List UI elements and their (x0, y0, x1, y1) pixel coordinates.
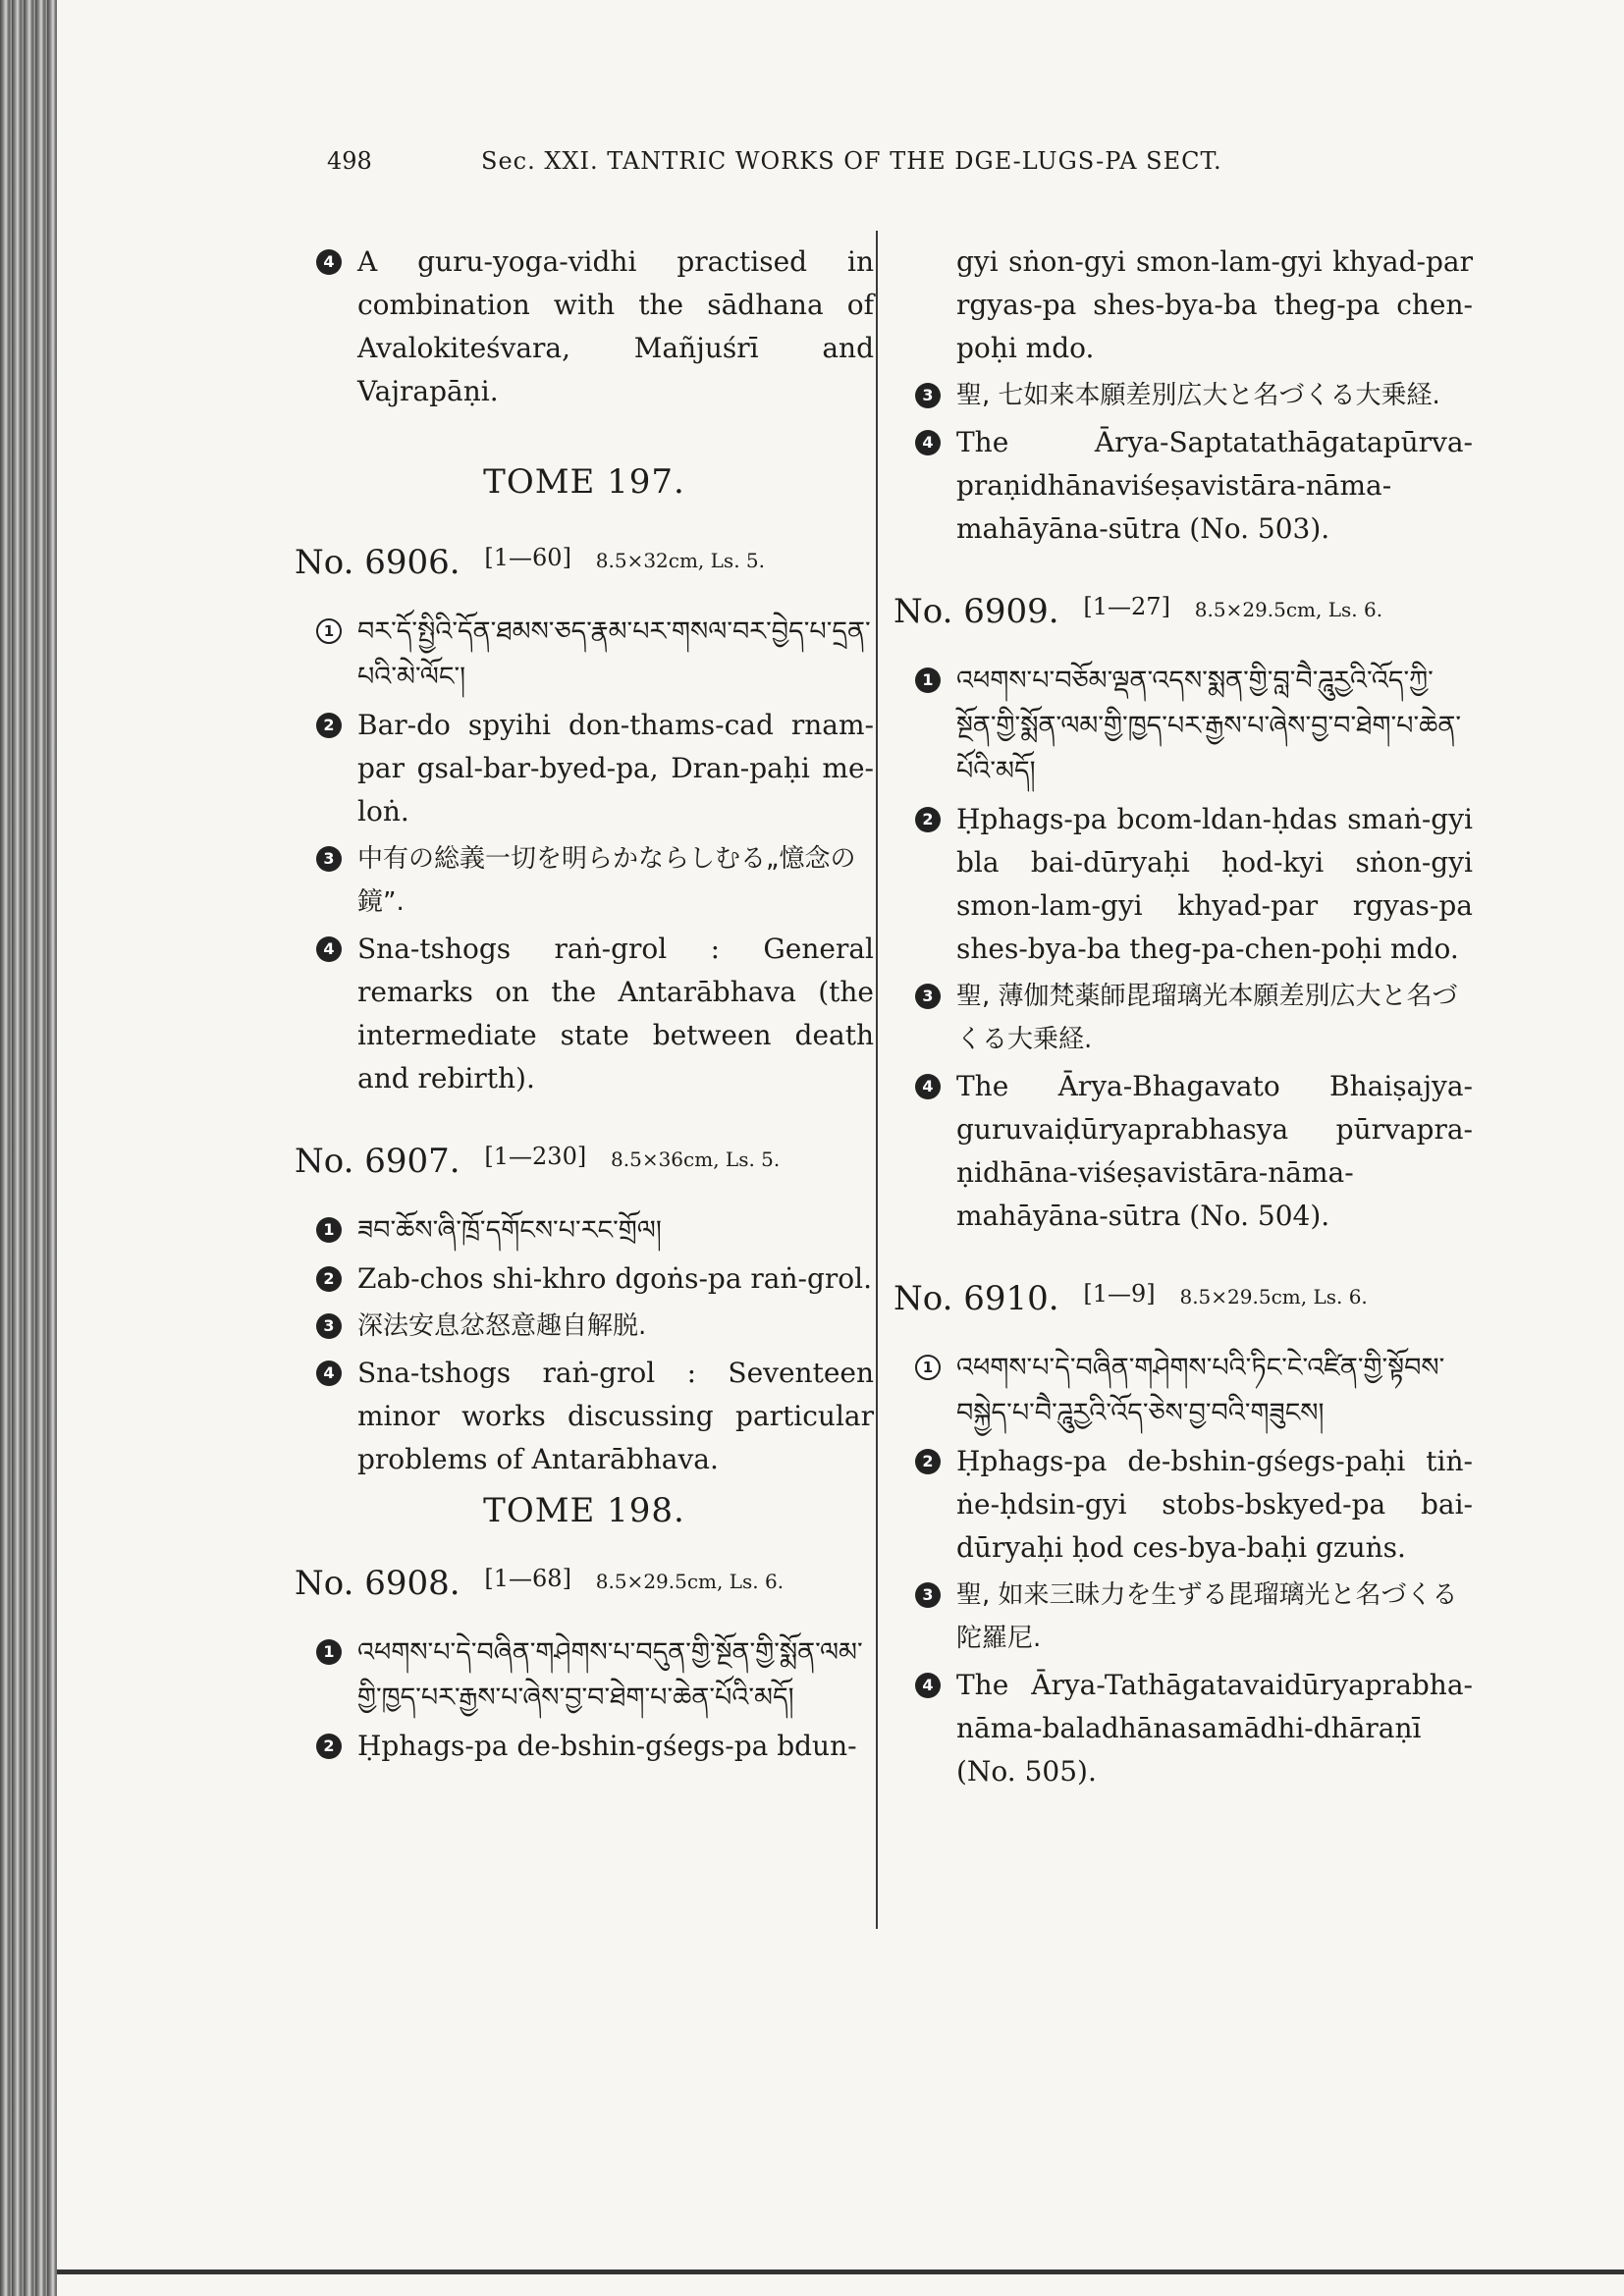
entry-6910-english (893, 1664, 1473, 1793)
entry-6908-english (893, 421, 1473, 551)
entry-6907-english (295, 1352, 874, 1481)
marker-2-icon: 2 (915, 1449, 941, 1474)
marker-2-icon: 2 (915, 807, 941, 832)
entry-dims: 8.5×29.5cm, Ls. 6. (595, 1570, 785, 1593)
book-spine-shadow (0, 0, 57, 2296)
marker-1-icon: 1 (915, 1355, 941, 1380)
entry-6907-romanized (295, 1257, 874, 1301)
intro-item (295, 240, 874, 413)
romanized-text: gyi sṅon-gyi smon-lam-gyi khyad-par rgyas-pa shes-bya-ba theg-pa chen-poḥi mdo. (956, 245, 1473, 364)
marker-3-icon: 3 (915, 383, 941, 408)
marker-3-icon: 3 (316, 846, 342, 872)
marker-2-icon: 2 (316, 713, 342, 738)
entry-6907-tibetan (295, 1208, 874, 1254)
entry-6909-heading (893, 592, 1473, 631)
entry-6910-tibetan (893, 1346, 1473, 1436)
entry-pages: [1—9] (1083, 1280, 1156, 1308)
marker-4-icon: 4 (915, 430, 941, 455)
tibetan-text: བར་དོ་སྤྱིའི་དོན་ཐམས་ཅད་རྣམ་པར་གསལ་བར་བྱེད་པ་དྲན་པའི་མེ་ལོང་། (357, 616, 871, 692)
entry-6909-romanized (893, 798, 1473, 971)
entry-6908-romanized-start (295, 1725, 874, 1768)
romanized-text: Bar-do spyihi don-thams-cad rnam-par gsal-bar-byed-pa, Dran-paḥi me-loṅ. (357, 709, 874, 828)
tibetan-text: འཕགས་པ་བཅོམ་ལྡན་འདས་སྨན་གྱི་བླ་བཻ་ཌཱུརྱའི་འོད་ཀྱི་སྔོན་གྱི་སྨོན་ལམ་གྱི་ཁྱད་པར་རྒྱས་པ་ཞེས་བྱ་བ་ཐེག་པ་ཆེན་པོའི་མདོ། (956, 666, 1462, 786)
japanese-text: 聖, 七如来本願差別広大と名づくる大乗経. (956, 381, 1440, 410)
marker-3-icon: 3 (316, 1313, 342, 1339)
romanized-text: Ḥphags-pa de-bshin-gśegs-pa bdun- (357, 1730, 857, 1762)
marker-1-icon: 1 (316, 618, 342, 644)
tibetan-text: འཕགས་པ་དེ་བཞིན་གཤེགས་པའི་ཏིང་ངེ་འཛིན་གྱི་སྟོབས་བསྐྱེད་པ་བཻ་ཌཱུརྱའི་འོད་ཅེས་བྱ་བའི་གཟུངས། (956, 1353, 1445, 1428)
entry-number: No. 6909. (893, 592, 1059, 631)
entry-6906-tibetan (295, 610, 874, 700)
tome-198-heading: TOME 198. (483, 1491, 685, 1530)
entry-6908-tibetan (295, 1630, 874, 1721)
entry-6907-japanese (295, 1305, 874, 1348)
entry-6906-heading (295, 543, 874, 582)
entry-number: No. 6910. (893, 1279, 1059, 1318)
japanese-text: 中有の総義一切を明らかならしむる„憶念の鏡”. (357, 844, 856, 917)
marker-3-icon: 3 (915, 1582, 941, 1608)
running-head: Sec. XXI. TANTRIC WORKS OF THE DGE-LUGS-PA SECT. (481, 147, 1222, 175)
entry-dims: 8.5×32cm, Ls. 5. (595, 549, 765, 572)
romanized-text: Zab-chos shi-khro dgoṅs-pa raṅ-grol. (357, 1262, 873, 1295)
entry-6908-romanized-end (893, 240, 1473, 370)
entry-6907-heading (295, 1142, 874, 1181)
entry-dims: 8.5×36cm, Ls. 5. (611, 1148, 781, 1171)
entry-6910-romanized (893, 1440, 1473, 1570)
entry-number: No. 6907. (295, 1142, 460, 1181)
marker-1-icon: 1 (316, 1639, 342, 1665)
marker-4-icon: 4 (316, 249, 342, 275)
entry-6909-english (893, 1065, 1473, 1238)
tibetan-text: ཟབ་ཆོས་ཞི་ཁྲོ་དགོངས་པ་རང་གྲོལ། (357, 1215, 662, 1246)
entry-6910-japanese (893, 1574, 1473, 1660)
tibetan-text: འཕགས་པ་དེ་བཞིན་གཤེགས་པ་བདུན་གྱི་སྔོན་གྱི་སྨོན་ལམ་གྱི་ཁྱད་པར་རྒྱས་པ་ཞེས་བྱ་བ་ཐེག་པ་ཆེན་པོའི་མདོ། (357, 1637, 863, 1713)
page-bottom-edge (57, 2269, 1624, 2274)
entry-pages: [1—27] (1083, 593, 1170, 620)
marker-2-icon: 2 (316, 1266, 342, 1292)
english-text: The Ārya-Bhagavato Bhaiṣajya-guruvaiḍūryaprabhasya pūrvapra-ṇidhāna-viśeṣavistāra-nāma-mahāyāna-sūtra (No. 504). (956, 1070, 1473, 1232)
entry-6908-heading (295, 1564, 874, 1603)
romanized-text: Ḥphags-pa de-bshin-gśegs-paḥi tiṅ-ṅe-ḥdsin-gyi stobs-bskyed-pa bai-dūryaḥi ḥod ces-bya-baḥi gzuṅs. (956, 1445, 1473, 1564)
marker-4-icon: 4 (316, 936, 342, 962)
entry-number: No. 6906. (295, 543, 460, 582)
entry-number: No. 6908. (295, 1564, 460, 1603)
english-text: The Ārya-Saptatathāgatapūrva-praṇidhānaviśeṣavistāra-nāma-mahāyāna-sūtra (No. 503). (956, 426, 1473, 545)
entry-6906-japanese (295, 837, 874, 924)
entry-pages: [1—230] (484, 1143, 587, 1170)
entry-pages: [1—60] (484, 544, 571, 571)
marker-1-icon: 1 (915, 667, 941, 693)
marker-3-icon: 3 (915, 984, 941, 1009)
japanese-text: 聖, 薄伽梵薬師毘瑠璃光本願差別広大と名づくる大乗経. (956, 982, 1458, 1054)
marker-4-icon: 4 (915, 1074, 941, 1099)
marker-1-icon: 1 (316, 1217, 342, 1243)
marker-2-icon: 2 (316, 1734, 342, 1759)
japanese-text: 深法安息忿怒意趣自解脱. (357, 1311, 647, 1341)
entry-6906-english (295, 928, 874, 1100)
entry-6909-japanese (893, 975, 1473, 1061)
marker-4-icon: 4 (316, 1361, 342, 1386)
english-text: Sna-tshogs raṅ-grol : General remarks on the Antarābhava (the intermediate state between death and rebirth). (357, 933, 874, 1095)
intro-text: A guru-yoga-vidhi practised in combination with the sādhana of Avalokiteśvara, Mañjuśrī and Vajrapāṇi. (357, 245, 874, 407)
entry-dims: 8.5×29.5cm, Ls. 6. (1194, 598, 1383, 621)
english-text: The Ārya-Tathāgatavaidūryaprabha-nāma-baladhānasamādhi-dhāraṇī (No. 505). (956, 1669, 1473, 1788)
right-column (893, 240, 1473, 1797)
tome-197-heading: TOME 197. (483, 462, 685, 502)
entry-6906-romanized (295, 704, 874, 833)
column-divider (876, 231, 878, 1929)
entry-6909-tibetan (893, 659, 1473, 794)
page-number: 498 (327, 147, 372, 175)
entry-dims: 8.5×29.5cm, Ls. 6. (1179, 1285, 1368, 1308)
left-column (295, 240, 874, 1772)
english-text: Sna-tshogs raṅ-grol : Seventeen minor works discussing particular problems of Antarābhava. (357, 1357, 874, 1475)
page-header (0, 147, 1624, 187)
entry-pages: [1—68] (484, 1565, 571, 1592)
japanese-text: 聖, 如来三昧力を生ずる毘瑠璃光と名づくる陀羅尼. (956, 1580, 1458, 1653)
romanized-text: Ḥphags-pa bcom-ldan-ḥdas smaṅ-gyi bla bai-dūryaḥi ḥod-kyi sṅon-gyi smon-lam-gyi khyad-par rgyas-pa shes-bya-ba theg-pa-chen-poḥi mdo. (956, 803, 1473, 965)
marker-4-icon: 4 (915, 1673, 941, 1698)
entry-6910-heading (893, 1279, 1473, 1318)
entry-6908-japanese (893, 374, 1473, 417)
